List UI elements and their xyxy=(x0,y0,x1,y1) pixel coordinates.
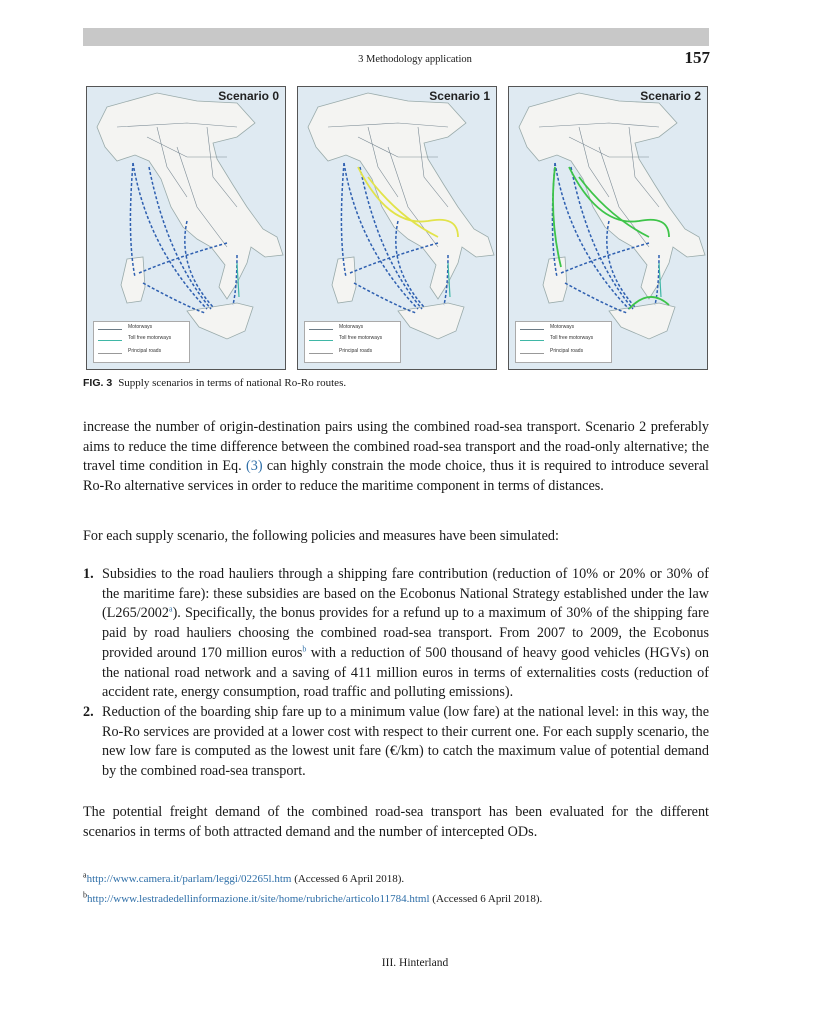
policy-list xyxy=(83,565,709,782)
footnote-link[interactable]: http://www.camera.it/parlam/leggi/02265l.htm xyxy=(86,873,292,885)
list-number: 2. xyxy=(83,703,94,720)
list-number: 1. xyxy=(83,566,94,582)
item-1-text-a: Subsidies to the road hauliers through a shipping fare contribution (reduction of 10% or 20% or 30% of the maritime fare): these subsidies are based on the Ecobonus National Strategy established under the law (L265/2002 xyxy=(102,566,709,622)
running-head: 3 Methodology application xyxy=(358,54,472,65)
paragraph-2: For each supply scenario, the following policies and measures have been simulated: xyxy=(83,528,559,544)
item-2-text: Reduction of the boarding ship fare up to a minimum value (low fare) at the national level: in this way, the Ro-Ro services are provided at a lower cost with respect to their current one. For each supply scenario, the new low fare is computed as the lowest unit fare (€/km) to catch the maximum value of potential demand by the combined road-sea transport. xyxy=(102,703,709,780)
footnote-note: (Accessed 6 April 2018). xyxy=(429,893,543,905)
figure-3 xyxy=(86,86,708,370)
footnote-mark: b xyxy=(83,890,87,900)
panel-title: Scenario 0 xyxy=(218,89,279,103)
map-panel-scenario-0 xyxy=(86,86,286,370)
footnote-mark: a xyxy=(83,870,87,880)
legend-principal-roads: Principal roads xyxy=(339,348,373,354)
map-legend xyxy=(304,321,401,363)
item-1-text-c: with a reduction of 500 thousand of heavy good vehicles (HGVs) on the national road network and a saving of 411 million euros in terms of externalities costs (reduction of accident rate, energy consumption, road traffic and polluting emissions). xyxy=(102,644,709,701)
item-1-text-b: ). Specifically, the bonus provides for a refund up to a maximum of 30% of the shipping fare paid by road hauliers choosing the combined road-sea transport. From 2007 to 2009, the Ecobonus provided around 170 million euros xyxy=(102,605,709,661)
legend-toll-free: Toll free motorways xyxy=(550,335,594,341)
legend-motorways: Motorways xyxy=(339,324,364,330)
legend-motorways: Motorways xyxy=(128,324,153,330)
map-legend xyxy=(515,321,612,363)
footnote-b xyxy=(83,890,543,905)
footnote-link[interactable]: http://www.lestradedellinformazione.it/site/home/rubriche/articolo11784.html xyxy=(87,893,430,905)
legend-principal-roads: Principal roads xyxy=(128,348,162,354)
list-item xyxy=(83,565,709,703)
figure-caption-text: Supply scenarios in terms of national Ro-Ro routes. xyxy=(118,377,347,389)
panel-title: Scenario 1 xyxy=(429,89,490,103)
panel-title: Scenario 2 xyxy=(640,89,701,103)
legend-toll-free: Toll free motorways xyxy=(128,335,172,341)
header-bar xyxy=(83,28,709,46)
paragraph-1-text-b: can highly constrain the mode choice, thus it is required to introduce several Ro-Ro alternative services in order to reduce the maritime component in terms of distances. xyxy=(83,458,709,495)
map-panel-scenario-1 xyxy=(297,86,497,370)
map-legend xyxy=(93,321,190,363)
legend-toll-free: Toll free motorways xyxy=(339,335,383,341)
figure-label: FIG. 3 xyxy=(83,377,113,389)
footnote-ref-b[interactable]: b xyxy=(302,644,307,654)
page-number: 157 xyxy=(684,48,710,67)
list-item xyxy=(83,703,709,782)
paragraph-1-text-a: increase the number of origin-destination pairs using the combined road-sea transport. Scenario 2 preferably aims to reduce the time difference between the combined road-sea transport and the road-only alternative; the travel time condition in Eq. xyxy=(83,419,709,475)
footnote-ref-a[interactable]: a xyxy=(169,604,173,614)
footnote-a xyxy=(83,870,405,885)
figure-caption xyxy=(83,377,346,389)
footnote-note: (Accessed 6 April 2018). xyxy=(291,873,405,885)
page-footer: III. Hinterland xyxy=(381,957,449,969)
equation-ref-link[interactable]: (3) xyxy=(246,458,263,475)
map-panel-scenario-2 xyxy=(508,86,708,370)
paragraph-3: The potential freight demand of the combined road-sea transport has been evaluated for the different scenarios in terms of both attracted demand and the number of intercepted ODs. xyxy=(83,804,709,840)
legend-principal-roads: Principal roads xyxy=(550,348,584,354)
legend-motorways: Motorways xyxy=(550,324,575,330)
paragraph-1 xyxy=(83,418,709,497)
